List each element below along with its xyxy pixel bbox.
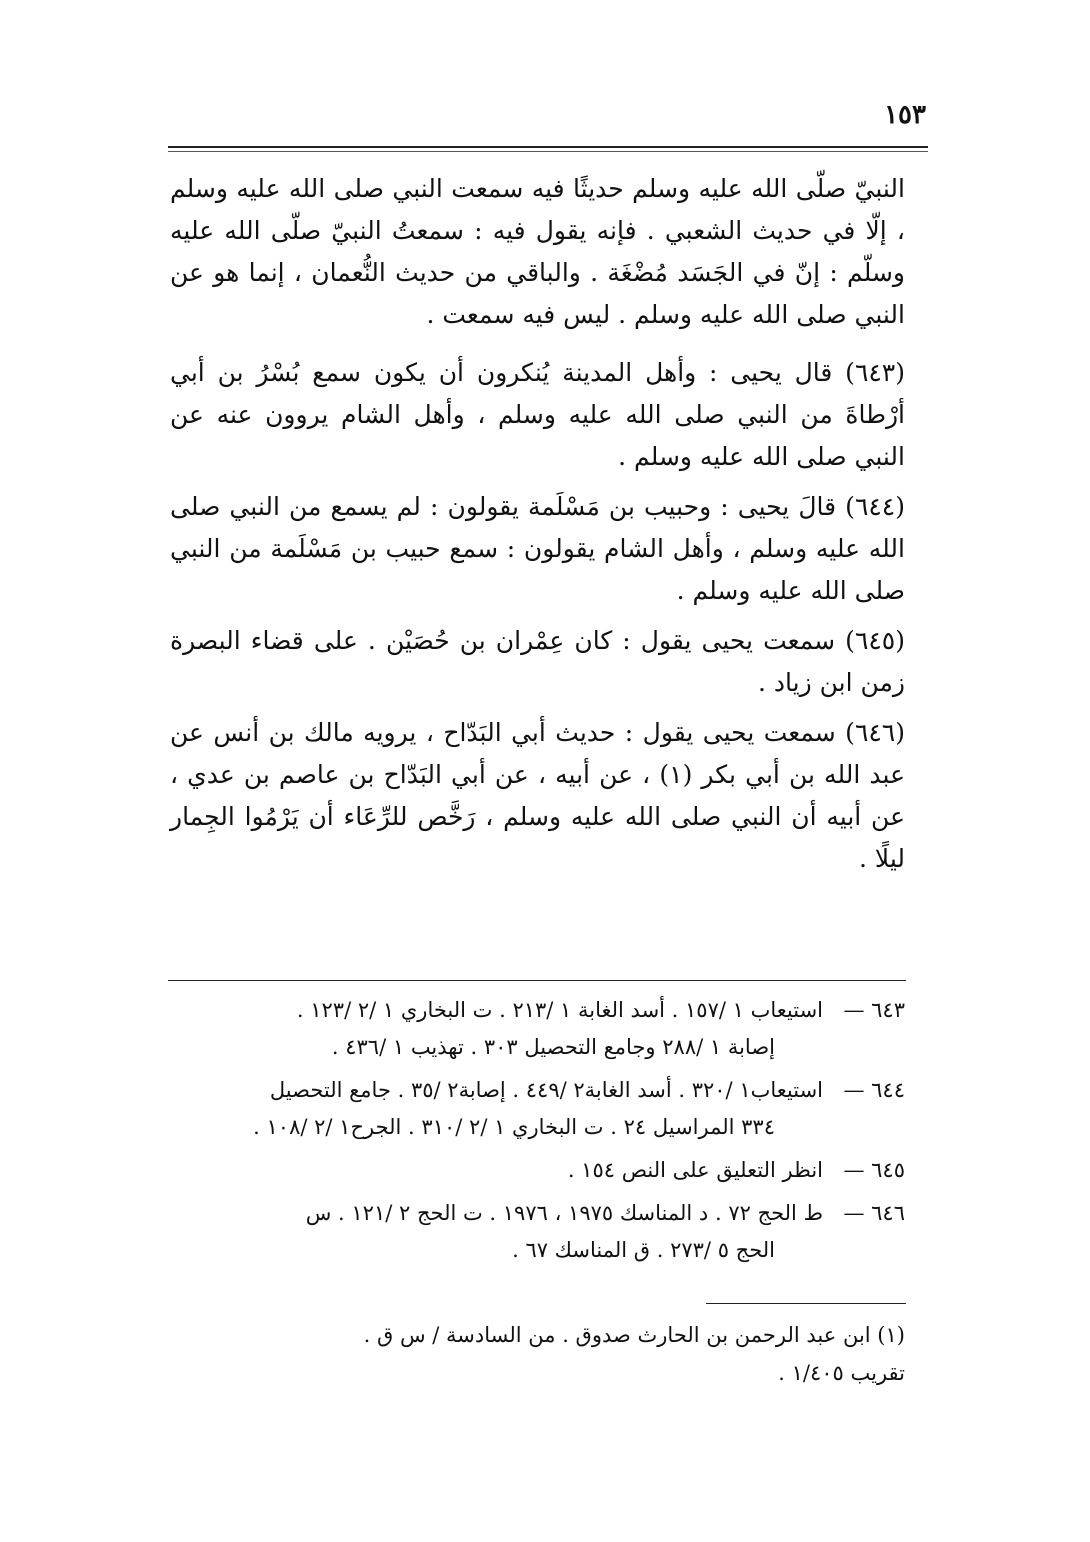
paragraph-645: (٦٤٥) سمعت يحيى يقول : كان عِمْران بن حُصَيْن . على قضاء البصرة زمن ابن زياد . xyxy=(170,626,905,697)
reference-number: ٦٤٤ — xyxy=(843,1078,905,1102)
reference-line: الحج ٥ /٢٧٣ . ق المناسك ٦٧ . xyxy=(512,1238,775,1262)
footnote-line: تقريب ١/٤٠٥ . xyxy=(778,1361,905,1385)
reference-line: ط الحج ٧٢ . د المناسك ١٩٧٥ ، ١٩٧٦ . ت الحج ٢ /١٢١ . س xyxy=(305,1201,823,1225)
paragraph-continuation: النبيّ صلّى الله عليه وسلم حديثًا فيه سمعت النبي صلى الله عليه وسلم ، إلّا في حديث الشعبي . فإنه يقول فيه : سمعتُ النبيّ صلّى الله عليه وسلّم : إنّ في الجَسَد مُضْغَة . والباقي من حديث النُّعمان ، إنما هو عن النبي صلى الله عليه وسلم . ليس فيه سمعت . xyxy=(170,174,905,329)
footnote-rule xyxy=(706,1303,906,1304)
reference-number: ٦٤٦ — xyxy=(843,1201,905,1225)
paragraph-643: (٦٤٣) قال يحيى : وأهل المدينة يُنكرون أن يكون سمع بُسْرُ بن أبي أرْطاةَ من النبي صلى الله عليه وسلم ، وأهل الشام يروون عنه عن النبي صلى الله عليه وسلم . xyxy=(170,358,905,471)
reference-line: استيعاب١ /٣٢٠ . أسد الغابة٢ /٤٤٩ . إصابة٢ /٣٥ . جامع التحصيل xyxy=(269,1078,823,1102)
paragraph-644: (٦٤٤) قالَ يحيى : وحبيب بن مَسْلَمة يقولون : لم يسمع من النبي صلى الله عليه وسلم ، وأهل الشام يقولون : سمع حبيب بن مَسْلَمة من النبي صلى الله عليه وسلم . xyxy=(170,492,905,605)
paragraph-646: (٦٤٦) سمعت يحيى يقول : حديث أبي البَدّاح ، يرويه مالك بن أنس عن عبد الله بن أبي بكر (١) ، عن أبيه ، عن أبي البَدّاح بن عاصم بن عدي ، عن أبيه أن النبي صلى الله عليه وسلم ، رَخَّص للرِّعَاء أن يَرْمُوا الجِمار ليلًا . xyxy=(170,718,906,873)
reference-644 xyxy=(170,1072,905,1146)
reference-643 xyxy=(170,992,905,1066)
reference-line: انظر التعليق على النص ١٥٤ . xyxy=(567,1158,823,1182)
reference-line: استيعاب ١ /١٥٧ . أسد الغابة ١ /٢١٣ . ت البخاري ١ /٢ /١٢٣ . xyxy=(296,998,823,1022)
reference-line: إصابة ١ /٢٨٨ وجامع التحصيل ٣٠٣ . تهذيب ١ /٤٣٦ . xyxy=(331,1035,775,1059)
reference-645 xyxy=(170,1152,905,1189)
footnote-line: (١) ابن عبد الرحمن بن الحارث صدوق . من السادسة / س ق . xyxy=(363,1323,905,1347)
reference-number: ٦٤٣ — xyxy=(843,998,905,1022)
page-number: ١٥٣ xyxy=(884,100,926,130)
reference-number: ٦٤٥ — xyxy=(843,1158,905,1182)
reference-line: ٣٣٤ المراسيل ٢٤ . ت البخاري ١ /٢ /٣١٠ . الجرح١ /٢ /١٠٨ . xyxy=(253,1115,775,1139)
main-text xyxy=(170,168,905,888)
reference-646 xyxy=(170,1195,905,1269)
footnote xyxy=(170,1316,905,1392)
references xyxy=(170,992,905,1275)
references-divider xyxy=(168,980,906,981)
header-rule xyxy=(168,146,928,152)
